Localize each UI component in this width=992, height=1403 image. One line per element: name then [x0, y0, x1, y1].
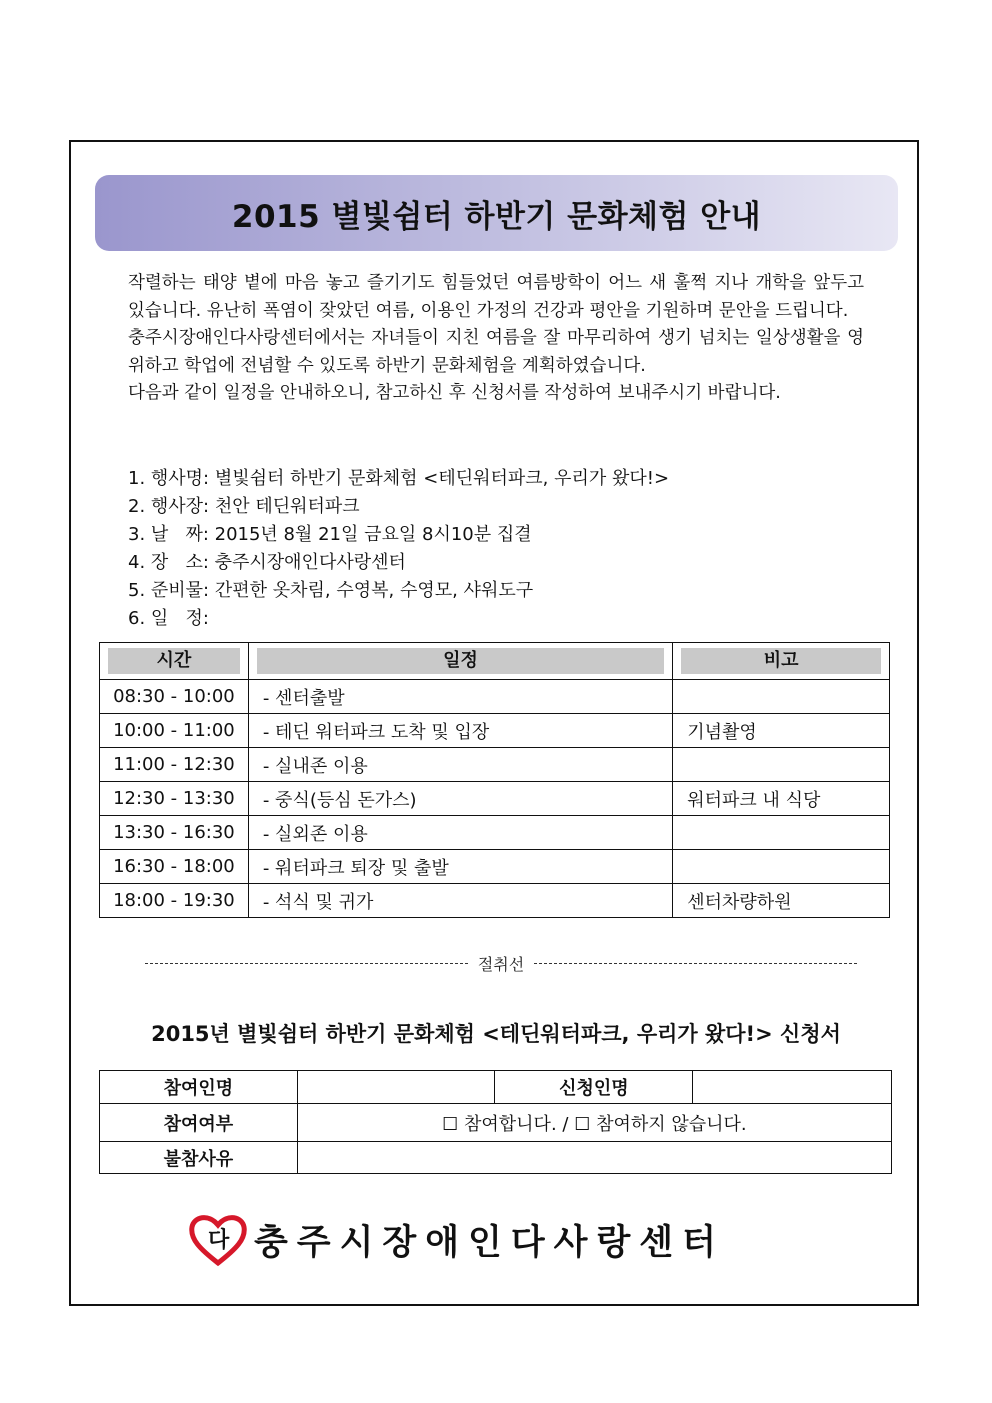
- applicant-name-label: 신청인명: [495, 1071, 693, 1104]
- row-event: - 센터출발: [248, 680, 672, 714]
- intro-paragraph-1: 작렬하는 태양 볕에 마음 놓고 즐기기도 힘들었던 여름방학이 어느 새 훌쩍 지나 개학을 앞두고 있습니다. 유난히 폭염이 잦았던 여름, 이용인 가정의 건강과 평안을 기원하며 문안을 드립니다.: [128, 273, 864, 321]
- header-note: 비고: [673, 643, 890, 680]
- application-form-title: 2015년 별빛쉼터 하반기 문화체험 <테딘워터파크, 우리가 왔다!> 신청서: [151, 1022, 841, 1046]
- row-note: 워터파크 내 식당: [673, 782, 890, 816]
- row-event: - 실외존 이용: [248, 816, 672, 850]
- detail-supplies: 5. 준비물: 간편한 옷차림, 수영복, 수영모, 샤워도구: [128, 580, 534, 601]
- row-note: [673, 850, 890, 884]
- absence-reason-label: 불참사유: [100, 1142, 298, 1174]
- attend-option-label: 참여합니다.: [464, 1113, 557, 1135]
- form-row-attendance: [100, 1104, 892, 1142]
- row-note: 기념촬영: [673, 714, 890, 748]
- table-row: [100, 884, 890, 918]
- schedule-table: [99, 642, 890, 918]
- row-event: - 워터파크 퇴장 및 출발: [248, 850, 672, 884]
- logo-glyph: 다: [208, 1228, 230, 1253]
- attend-checkbox-icon[interactable]: ☐: [442, 1113, 459, 1135]
- schedule-header-row: [100, 643, 890, 680]
- row-time: 10:00 - 11:00: [100, 714, 249, 748]
- event-details: [128, 465, 669, 633]
- row-time: 08:30 - 10:00: [100, 680, 249, 714]
- detail-event-name: 1. 행사명: 별빛쉼터 하반기 문화체험 <테딘워터파크, 우리가 왔다!>: [128, 468, 670, 489]
- participant-name-field[interactable]: [297, 1071, 495, 1104]
- row-note: [673, 816, 890, 850]
- row-event: - 중식(등심 돈가스): [248, 782, 672, 816]
- row-event: - 실내존 이용: [248, 748, 672, 782]
- participant-name-label: 참여인명: [100, 1071, 298, 1104]
- row-time: 16:30 - 18:00: [100, 850, 249, 884]
- detail-date: 3. 날 짜: 2015년 8월 21일 금요일 8시10분 집결: [128, 524, 532, 545]
- attendance-label: 참여여부: [100, 1104, 298, 1142]
- table-row: [100, 782, 890, 816]
- detail-venue: 2. 행사장: 천안 테딘워터파크: [128, 496, 360, 517]
- cut-line-right: [534, 963, 857, 964]
- decline-checkbox-icon[interactable]: ☐: [574, 1113, 591, 1135]
- intro-paragraph-3: 다음과 같이 일정을 안내하오니, 참고하신 후 신청서를 작성하여 보내주시기 바랍니다.: [128, 383, 781, 403]
- detail-meeting-place: 4. 장 소: 충주시장애인다사랑센터: [128, 552, 406, 573]
- row-note: 센터차량하원: [673, 884, 890, 918]
- detail-schedule-label: 6. 일 정:: [128, 608, 209, 629]
- intro-text: [128, 270, 864, 408]
- applicant-name-field[interactable]: [693, 1071, 892, 1104]
- table-row: [100, 850, 890, 884]
- attendance-options: [297, 1104, 891, 1142]
- form-row-absence: [100, 1142, 892, 1174]
- row-event: - 석식 및 귀가: [248, 884, 672, 918]
- application-form-table: [99, 1070, 892, 1174]
- row-note: [673, 748, 890, 782]
- intro-paragraph-2: 충주시장애인다사랑센터에서는 자녀들이 지친 여름을 잘 마무리하여 생기 넘치는 일상생활을 영위하고 학업에 전념할 수 있도록 하반기 문화체험을 계획하였습니다.: [128, 328, 864, 376]
- table-row: [100, 714, 890, 748]
- decline-option-label: 참여하지 않습니다.: [596, 1113, 747, 1135]
- heart-logo-icon: [188, 1213, 248, 1267]
- option-separator: /: [556, 1113, 575, 1135]
- row-note: [673, 680, 890, 714]
- cut-line-left: [145, 963, 468, 964]
- table-row: [100, 680, 890, 714]
- header-event: 일정: [248, 643, 672, 680]
- title-banner: [95, 175, 898, 251]
- table-row: [100, 816, 890, 850]
- cut-line: [145, 952, 857, 975]
- row-time: 18:00 - 19:30: [100, 884, 249, 918]
- form-row-names: [100, 1071, 892, 1104]
- row-event: - 테딘 워터파크 도착 및 입장: [248, 714, 672, 748]
- header-time: 시간: [100, 643, 249, 680]
- page-title: 2015 별빛쉼터 하반기 문화체험 안내: [231, 198, 762, 235]
- organization-name: 충주시장애인다사랑센터: [254, 1223, 725, 1263]
- row-time: 11:00 - 12:30: [100, 748, 249, 782]
- organization-footer: [188, 1212, 725, 1268]
- row-time: 13:30 - 16:30: [100, 816, 249, 850]
- absence-reason-field[interactable]: [297, 1142, 891, 1174]
- row-time: 12:30 - 13:30: [100, 782, 249, 816]
- table-row: [100, 748, 890, 782]
- cut-line-label: 절취선: [477, 955, 525, 974]
